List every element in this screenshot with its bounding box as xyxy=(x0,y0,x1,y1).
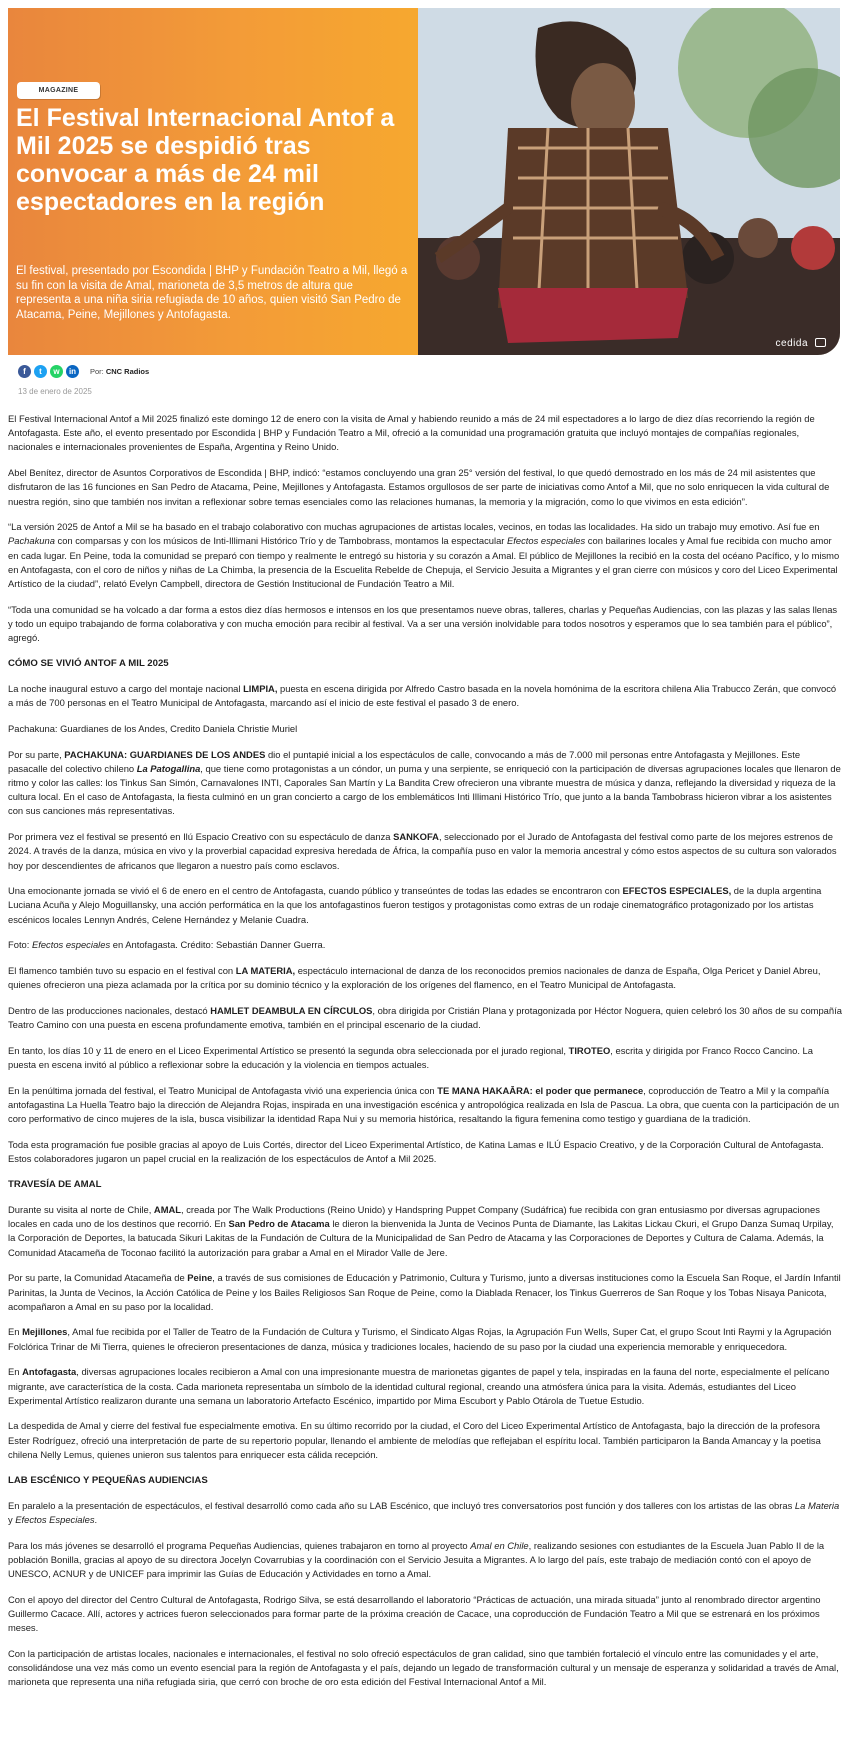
section-heading: TRAVESÍA DE AMAL xyxy=(8,1178,102,1190)
hero-text-panel xyxy=(8,8,418,355)
twitter-icon[interactable]: t xyxy=(34,365,47,378)
author-name[interactable]: CNC Radios xyxy=(105,366,150,376)
paragraph: En paralelo a la presentación de espectáculos, el festival desarrolló como cada año su LAB Escénico, que incluyó tres conversatorios post función y dos talleres con los artistas de las obras La Materia y Efectos Especiales. xyxy=(8,1499,840,1525)
paragraph: Con la participación de artistas locales, nacionales e internacionales, el festival no solo ofreció espectáculos de gran calidad, sino que también fortaleció el vínculo entre las comunidades y el arte, consolidándose una vez más como un evento esencial para la región de Antofagasta y el país, dejando un legado de transformación cultural y un mensaje de esperanza y solidaridad a través de Amal, marioneta que representa una niña refugiada siria, que cerró con broche de oro esta edición del Festival Internacional Antof a Mil. xyxy=(8,1647,839,1688)
paragraph: La despedida de Amal y cierre del festival fue especialmente emotiva. En su último recorrido por la ciudad, el Coro del Liceo Experimental Artístico de Antofagasta, bajo la dirección de la profesora Ester Rodríguez, ofreció una interpretación de parte de su repertorio popular, llenando el ambiente de melodías que reflejaban el espíritu local. También participaron la Banda Amancay y la poetisa chilena Nelly Lemus, quienes unieron sus talentos para enriquecer esta cálida recepción. xyxy=(8,1420,821,1460)
article-subtitle: El festival, presentado por Escondida | BHP y Fundación Teatro a Mil, llegó a su fin con la visita de Amal, marioneta de 3,5 metros de altura que representa a una niña siria refugiada de 10 años, quien visitó San Pedro de Atacama, Peine, Mejillones y Antofagasta. xyxy=(16,265,408,321)
paragraph: La noche inaugural estuvo a cargo del montaje nacional LIMPIA, puesta en escena dirigida por Alfredo Castro basada en la novela homónima de la escritora chilena Alia Trabucco Zerán, que convocó a más de 700 personas en el Teatro Municipal de Antofagasta, marcando así el inicio de este festival el pasado 3 de enero. xyxy=(8,683,837,709)
paragraph: Por su parte, la Comunidad Atacameña de Peine, a través de sus comisiones de Educación y Patrimonio, Cultura y Turismo, junto a diversas instituciones como la Escuela San Roque, el Jardín Infantil Parinitas, la Junta de Vecinos, la Acción Católica de Peine y los Bailes Religiosos San Roque de Peine, como la Diablada Renacer, los Tinkus Guerreros de San Roque y los Tobas Nisaya Panicota, acompañaron a Amal en su paso por la localidad. xyxy=(8,1272,841,1312)
paragraph: Toda esta programación fue posible gracias al apoyo de Luis Cortés, director del Liceo Experimental Artístico, de Katina Lamas e ILÚ Espacio Creativo, y de la Corporación Cultural de Antofagasta. Estos colaboradores jugaron un papel crucial en la realización de los espectáculos de Antof a Mil 2025. xyxy=(8,1138,824,1165)
paragraph: Por primera vez el festival se presentó en Ilú Espacio Creativo con su espectáculo de danza SANKOFA, seleccionado por el Jurado de Antofagasta del festival como parte de los mejores estrenos de 2024. A través de la danza, música en vivo y la proverbial capacidad expresiva heredada de África, la compañía puso en valor la memoria ancestral y cómo estos aspectos de su cultura son valorados hoy por descendientes de africanos que llegaron a nuestro país como esclavos. xyxy=(8,831,837,871)
hero-photo xyxy=(418,8,840,355)
paragraph: “La versión 2025 de Antof a Mil se ha basado en el trabajo colaborativo con muchas agrupaciones de artistas locales, vecinos, en todas las localidades. Ha sido un trabajo muy emotivo. Así fue en Pachakuna con comparsas y con los músicos de Inti-Illimani Histórico Trío y de Tambobrass, montamos la espectacular Efectos especiales con bailarines locales y Amal fue recibida con mucho amor en cada lugar. En Peine, toda la comunidad se preparó con tiempo y realmente le entregó su historia y su corazón a Amal. El público de Mejillones la recibió en la costa del océano Pacífico, y lo mismo en Antofagasta, con el coro de niños y niñas de La Chimba, la presencia de la Escuelita Rebelde de Chepuja, el Servicio Jesuita a Migrantes y el gran cierre con músicos y coro del Liceo Experimental Artístico de la ciudad”, relató Evelyn Campbell, directora de Gestión Institucional de Fundación Teatro a Mil. xyxy=(8,521,840,590)
byline-prefix: Por xyxy=(90,366,102,376)
whatsapp-icon[interactable]: w xyxy=(50,365,63,378)
paragraph: Durante su visita al norte de Chile, AMAL, creada por The Walk Productions (Reino Unido) y Handspring Puppet Company (Sudáfrica) fue recibida con gran entusiasmo por diversas agrupaciones locales en cada uno de los destinos que recorrió. En San Pedro de Atacama le dieron la bienvenida la Junta de Vecinos Punta de Diamante, las Lakitas Lickau Ckuri, el Grupo Danza Sumaq Urpilay, la Corporación de Deportes, la batucada Sikuri Lakitas de la Fundación de Cultura de la Municipalidad de San Pedro de Atacama y las Corporaciones de Deportes y Cultura de Calama. Además, la Comunidad Atacameña de Toconao facilitó la autorización para grabar a Amal en el Mirador Valle de Jere. xyxy=(8,1204,834,1258)
paragraph: “Toda una comunidad se ha volcado a dar forma a estos diez días hermosos e intensos en los que presentamos nueve obras, talleres, charlas y Pequeñas Audiencias, con las plazas y las salas llenas y todo un equipo trabajando de forma colaborativa y con mucha emoción para recibir al festival. Va a ser una versión inolvidable para todos nosotros y esperamos que lo sea también para el público”, agregó. xyxy=(8,603,838,644)
hero-banner xyxy=(8,8,840,355)
paragraph: Con el apoyo del director del Centro Cultural de Antofagasta, Rodrigo Silva, se está desarrollando el laboratorio “Prácticas de actuación, una mirada situada” junto al renombrado director argentino Guillermo Cacace. Allí, actores y actrices fueron seleccionados para formar parte de la próxima creación de Cacace, una coproducción de Fundación Teatro a Mil que se estrenará en los próximos meses. xyxy=(8,1593,821,1634)
linkedin-icon[interactable]: in xyxy=(66,365,79,378)
paragraph: En Mejillones, Amal fue recibida por el Taller de Teatro de la Fundación de Cultura y Turismo, el Sindicato Algas Rojas, la Agrupación Fun Wells, Super Cat, el grupo Scout Inti Raymi y la Agrupación Folclórica Trinar de Mi Tierra, quienes le ofrecieron presentaciones de danza, música y tradiciones locales, haciendo de su paso por la ciudad una experiencia memorable y enriquecedora. xyxy=(8,1326,832,1352)
paragraph: En Antofagasta, diversas agrupaciones locales recibieron a Amal con una impresionante muestra de marionetas gigantes de papel y tela, inspiradas en la fauna del norte, especialmente el pelícano migrante, ave característica de la costa. Cada marioneta representaba un símbolo de la identidad cultural regional, creando una atmósfera única para la visita. Además, estudiantes del Liceo Experimental Artístico realizaron durante una semana un laboratorio Artefacto Escénico, impartido por Mima Escubort y Pablo Otárola de Tuetue Estudio. xyxy=(8,1366,830,1406)
paragraph: En la penúltima jornada del festival, el Teatro Municipal de Antofagasta vivió una experiencia única con TE MANA HAKAĀRA: el poder que permanece, coproducción de Teatro a Mil y la compañía antofagastina La Huella Teatro bajo la dirección de Alejandra Rojas, inspirada en una investigación escénica y antropológica realizada en Isla de Pascua. La obra, que cuenta con la participación de un coro performativo de cinco mujeres de la isla, busca visibilizar la identidad Rapa Nui y su memoria histórica, resaltando la figura femenina como testigo y guardiana de la tradición. xyxy=(8,1084,840,1125)
section-heading: LAB ESCÉNICO Y PEQUEÑAS AUDIENCIAS xyxy=(8,1474,208,1486)
paragraph: Dentro de las producciones nacionales, destacó HAMLET DEAMBULA EN CÍRCULOS, obra dirigida por Cristián Plana y protagonizada por Héctor Noguera, quien celebró los 30 años de su compañía Teatro Camino con una puesta en escena profundamente emotiva, también en el principal escenario de la ciudad. xyxy=(8,1005,842,1031)
paragraph: El Festival Internacional Antof a Mil 2025 finalizó este domingo 12 de enero con la visita de Amal y habiendo reunido a más de 24 mil espectadores a lo largo de diez días recorriendo la región de Antofagasta. Este año, el evento presentado por Escondida | BHP y Fundación Teatro a Mil, ofreció a la comunidad una programación gratuita que incluyó montajes de compañías regionales, nacionales e internacionales provenientes de España, Argentina y Reino Unido. xyxy=(8,413,815,453)
photo-caption: Pachakuna: Guardianes de los Andes, Credito Daniela Christie Muriel xyxy=(8,722,298,734)
paragraph: Abel Benítez, director de Asuntos Corporativos de Escondida | BHP, indicó: “estamos concluyendo una gran 25° versión del festival, lo que quedó demostrado en los más de 24 mil asistentes que disfrutaron de las 16 funciones en San Pedro de Atacama, Peine, Mejillones y Antofagasta. Estamos orgullosos de ser parte de iniciativas como Antof a Mil, que no solo enriquecen la vida cultural de nuestra región, sino que también nos invitan a reflexionar sobre temas esenciales como las relaciones humanas, la memoria y la migración, como lo que vivimos en esta edición”. xyxy=(8,467,830,507)
paragraph: En tanto, los días 10 y 11 de enero en el Liceo Experimental Artístico se presentó la segunda obra seleccionada por el jurado regional, TIROTEO, escrita y dirigida por Franco Rocco Cancino. La puesta en escena invitó al público a reflexionar sobre la educación y la violencia en tiempos actuales. xyxy=(8,1044,813,1071)
article-body xyxy=(8,412,842,1701)
paragraph: Para los más jóvenes se desarrolló el programa Pequeñas Audiencias, quienes trabajaron en torno al proyecto Amal en Chile, realizando sesiones con estudiantes de la Escuela Juan Pablo II de la población Bonilla, gracias al apoyo de su directora Jocelyn Covarrubias y la coordinación con el Servicio Jesuita a Migrantes. A lo largo del país, este trabajo de mediación contó con el apoyo de UNESCO, ACNUR y de UNICEF para imprimir las Guías de Educación y Actividades en torno a Amal. xyxy=(8,1539,825,1580)
byline: Por: CNC Radios xyxy=(90,366,150,376)
share-bar xyxy=(18,364,149,378)
article-title: El Festival Internacional Antof a Mil 2025 se despidió tras convocar a más de 24 mil espectadores en la región xyxy=(16,104,395,216)
camera-icon xyxy=(815,338,826,347)
publish-date: 13 de enero de 2025 xyxy=(18,387,92,396)
category-badge[interactable]: MAGAZINE xyxy=(17,82,100,99)
paragraph: El flamenco también tuvo su espacio en el festival con LA MATERIA, espectáculo internacional de danza de los reconocidos premios nacionales de danza de España, Olga Pericet y Daniel Abreu, quienes ofrecieron una pieza aclamada por la crítica por su dominio técnico y la exploración de los orígenes del flamenco, en el Teatro Municipal de Antofagasta. xyxy=(8,965,821,991)
section-heading: CÓMO SE VIVIÓ ANTOF A MIL 2025 xyxy=(8,657,169,669)
paragraph: Una emocionante jornada se vivió el 6 de enero en el centro de Antofagasta, cuando público y transeúntes de todas las edades se encontraron con EFECTOS ESPECIALES, de la dupla argentina Luciana Acuña y Alejo Moguillansky, una acción performática en la que los antofagastinos fueron testigos y protagonistas como extras de un rodaje cinematográfico protagonizado por los artistas escénicos locales Lennyn Andrés, Celene Hernández y Melanie Cuadra. xyxy=(8,885,822,925)
paragraph: Por su parte, PACHAKUNA: GUARDIANES DE LOS ANDES dio el puntapié inicial a los espectáculos de calle, convocando a más de 7.000 mil personas entre Antofagasta y Mejillones. Este pasacalle del colectivo chileno La Patogallina, que tiene como protagonistas a un cóndor, un puma y una serpiente, se enriqueció con la participación de diversas agrupaciones locales que llenaron de ritmo y color las calles: los Tinkus San Simón, Carnavalones INTI, Caporales San Martín y La Bandita Crew ofrecieron una vibrante muestra de música y danza, reflejando la diversidad y riqueza de la cultura local. En el caso de Antofagasta, la fiesta culminó en un gran concierto a cargo de los emblemáticos Inti Illimani Histórico Trío, que junto a la banda Tambobrass hicieron vibrar a los asistentes con sus canciones más representativas. xyxy=(8,748,841,817)
facebook-icon[interactable]: f xyxy=(18,365,31,378)
photo-credit: cedida xyxy=(775,338,808,349)
photo-caption: Foto: Efectos especiales en Antofagasta. Crédito: Sebastián Danner Guerra. xyxy=(8,939,326,951)
hero-photo-illustration xyxy=(418,8,840,355)
